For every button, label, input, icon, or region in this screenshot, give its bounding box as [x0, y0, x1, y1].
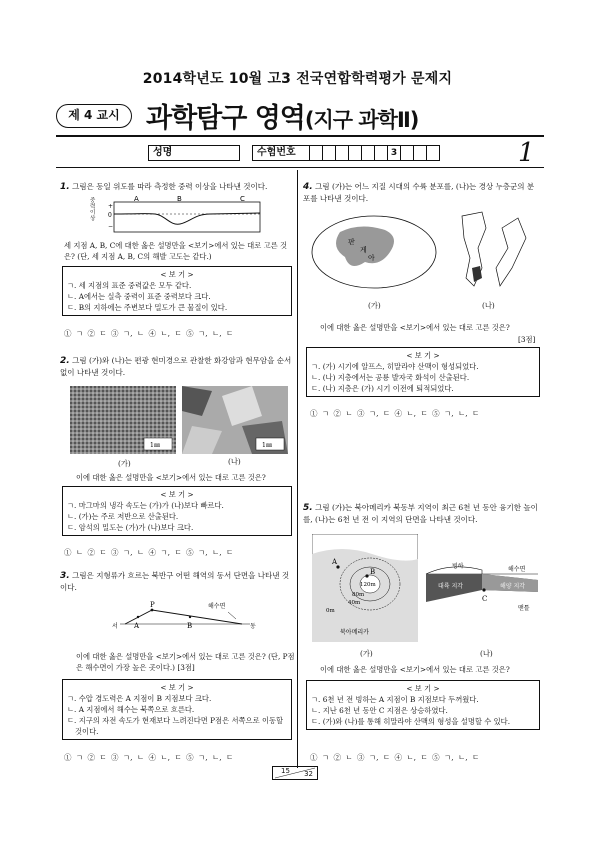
q1-ylabel: 중력 이상: [90, 198, 96, 222]
q1-plus: +: [108, 203, 114, 210]
q5-cross-section: [422, 560, 538, 624]
q2-caption-b: (나): [228, 457, 241, 466]
exam-no-cell[interactable]: [310, 145, 323, 161]
q1-bogi-box: [62, 266, 292, 316]
q3-stem: [60, 570, 292, 594]
q4-label-pan: 판: [348, 238, 355, 246]
q3-label-west: 서: [112, 623, 118, 630]
q5-label-0: 0m: [326, 608, 335, 614]
exam-no-cell[interactable]: [414, 145, 427, 161]
q1-label-a: A: [134, 196, 139, 203]
q5-caption-a: (가): [360, 649, 373, 658]
q1-minus: −: [108, 223, 114, 230]
header-rule: [56, 135, 544, 137]
q4-item-3: ㄷ. (나) 지층은 (가) 시기 이전에 퇴적되었다.: [311, 384, 454, 393]
exam-no-cell[interactable]: 3: [388, 145, 401, 161]
exam-no-cell[interactable]: [427, 145, 440, 161]
q5-question: 이에 대한 옳은 설명만을 <보기>에서 있는 대로 고른 것은?: [320, 665, 510, 674]
exam-no-label: 수험번호: [257, 147, 296, 158]
q1-gravity-figure: [100, 196, 265, 236]
q1-item-3: ㄷ. B의 지하에는 주변보다 밀도가 큰 물질이 있다.: [67, 303, 228, 312]
q4-korea-map: [452, 208, 532, 296]
subject-paren: (지구 과학Ⅱ): [304, 108, 419, 132]
exam-title: 2014학년도 10월 고3 전국연합학력평가 문제지: [142, 71, 453, 87]
q5-label-c: C: [482, 595, 488, 603]
exam-no-cell[interactable]: [349, 145, 362, 161]
q2-caption-a: (가): [118, 459, 131, 468]
header-rule-2: [56, 167, 544, 168]
q5-label-a: A: [332, 558, 338, 566]
q5-label-120: 120m: [360, 582, 376, 588]
q4-points: [3점]: [518, 335, 536, 344]
q3-item-3: ㄷ. 지구의 자전 속도가 현재보다 느려진다면 P점은 서쪽으로 이동할 것이다.: [67, 716, 284, 736]
exam-no-label-box: [252, 145, 310, 161]
q5-label-ocean: 해양 지각: [500, 583, 526, 590]
q1-item-1: ㄱ. 세 지점의 표준 중력값은 모두 같다.: [67, 281, 192, 290]
q4-question: 이에 대한 옳은 설명만을 <보기>에서 있는 대로 고른 것은?: [320, 323, 510, 332]
q4-text: 그림 (가)는 어느 지질 시대의 수륙 분포를, (나)는 경상 누층군의 분포를 나타낸 것이다.: [303, 182, 535, 203]
exam-no-cell[interactable]: [336, 145, 349, 161]
q2-number: 2.: [60, 356, 70, 366]
q1-label-b: B: [177, 196, 182, 203]
column-divider: [297, 170, 298, 768]
q3-label-a: A: [134, 622, 140, 630]
page-number: 1: [518, 138, 535, 168]
subject-title: [146, 96, 418, 135]
exam-no-cell[interactable]: [401, 145, 414, 161]
q4-item-2: ㄴ. (나) 지층에서는 공룡 발자국 화석이 산출된다.: [311, 373, 470, 382]
q1-text: 그림은 동일 위도를 따라 측정한 중력 이상을 나타낸 것이다.: [72, 182, 268, 191]
q5-label-80: 80m: [352, 592, 365, 598]
q3-label-east: 동: [250, 623, 256, 630]
q3-item-2: ㄴ. A 지점에서 해수는 북쪽으로 흐른다.: [67, 705, 195, 714]
exam-no-cell[interactable]: [323, 145, 336, 161]
q2-item-3: ㄷ. 암석의 밀도는 (가)가 (나)보다 크다.: [67, 523, 194, 532]
q4-number: 4.: [303, 182, 313, 192]
q4-stem: [303, 181, 539, 205]
name-field[interactable]: [148, 145, 240, 161]
q2-item-1: ㄱ. 마그마의 냉각 속도는 (가)가 (나)보다 빠르다.: [67, 501, 224, 510]
q3-item-1: ㄱ. 수압 경도력은 A 지점이 B 지점보다 크다.: [67, 694, 212, 703]
page-counter-bottom: 32: [304, 770, 313, 778]
page-counter-top: 15: [281, 767, 290, 775]
q5-label-b: B: [370, 568, 376, 576]
q2-item-2: ㄴ. (가)는 주로 저반으로 산출된다.: [67, 512, 179, 521]
q3-label-sea: 해수면: [208, 603, 226, 610]
q5-text: 그림 (가)는 북아메리카 북동부 지역이 최근 6천 년 동안 융기한 높이를, (나)는 6천 년 전 이 지역의 단면을 나타낸 것이다.: [303, 503, 538, 524]
q3-bogi-title: < 보 기 >: [160, 683, 194, 692]
q2-text: 그림 (가)와 (나)는 편광 현미경으로 관찰한 화강암과 현무암을 순서 없이 나타낸 것이다.: [60, 356, 292, 377]
q3-question: 이에 대한 옳은 설명만을 <보기>에서 있는 대로 고른 것은? (단, P점은 해수면이 가장 높은 곳이다.) [3점]: [76, 652, 295, 672]
q5-label-continent: 북아메리카: [340, 629, 369, 636]
q3-label-b: B: [187, 622, 193, 630]
q4-label-ge: 게: [360, 246, 367, 254]
q4-label-a: 아: [368, 254, 375, 262]
q3-bogi-box: [62, 679, 292, 740]
q1-label-c: C: [240, 196, 245, 203]
exam-no-cell[interactable]: [375, 145, 388, 161]
q5-number: 5.: [303, 503, 313, 513]
q3-text: 그림은 지형류가 흐르는 북반구 어떤 해역의 동서 단면을 나타낸 것이다.: [60, 571, 290, 592]
q5-label-mantle: 맨틀: [518, 605, 530, 612]
q5-item-2: ㄴ. 지난 6천 년 동안 C 지점은 상승하였다.: [311, 706, 448, 715]
subject-main: 과학탐구 영역: [146, 103, 305, 134]
q5-uplift-map: [312, 534, 418, 642]
q1-zero: 0: [108, 212, 112, 219]
q2-choices[interactable]: ① ㄴ ② ㄷ ③ ㄱ, ㄴ ④ ㄱ, ㄷ ⑤ ㄱ, ㄴ, ㄷ: [64, 548, 234, 557]
q5-label-40: 40m: [348, 600, 361, 606]
q4-choices[interactable]: ① ㄱ ② ㄴ ③ ㄱ, ㄷ ④ ㄴ, ㄷ ⑤ ㄱ, ㄴ, ㄷ: [310, 409, 480, 418]
q2-stem: [60, 355, 292, 379]
q2-photo-b: [182, 386, 288, 454]
q3-number: 3.: [60, 571, 70, 581]
q5-bogi-box: [306, 680, 540, 730]
q1-bogi-title: < 보 기 >: [160, 270, 194, 279]
q4-world-map: [310, 212, 438, 292]
page-counter: [272, 766, 318, 780]
q5-item-1: ㄱ. 6천 년 전 빙하는 A 지점이 B 지점보다 두꺼웠다.: [311, 695, 479, 704]
q4-bogi-title: < 보 기 >: [406, 351, 440, 360]
q1-stem: [60, 181, 290, 193]
q2-question: 이에 대한 옳은 설명만을 <보기>에서 있는 대로 고른 것은?: [76, 473, 266, 482]
q5-caption-b: (나): [480, 649, 493, 658]
q1-question: 세 지점 A, B, C에 대한 옳은 설명만을 <보기>에서 있는 대로 고른 것은? (단, 세 지점 A, B, C의 해발 고도는 같다.): [64, 241, 288, 261]
q3-section-figure: [110, 598, 260, 632]
q4-bogi-box: [306, 347, 540, 397]
q2-scale-b: 1㎜: [262, 442, 272, 449]
q1-item-2: ㄴ. A에서는 실측 중력이 표준 중력보다 크다.: [67, 292, 211, 301]
q2-bogi-title: < 보 기 >: [160, 490, 194, 499]
q5-item-3: ㄷ. (가)와 (나)를 통해 히말라야 산맥의 형성을 설명할 수 있다.: [311, 717, 511, 726]
exam-no-cell[interactable]: [362, 145, 375, 161]
q4-caption-b: (나): [482, 301, 495, 310]
q5-label-sea: 해수면: [508, 566, 526, 573]
q3-label-p: P: [150, 601, 155, 609]
q5-label-ice: 빙하: [452, 563, 464, 570]
q3-choices[interactable]: ① ㄱ ② ㄷ ③ ㄱ, ㄴ ④ ㄴ, ㄷ ⑤ ㄱ, ㄴ, ㄷ: [64, 753, 234, 762]
name-label: 성명: [153, 147, 173, 158]
q4-caption-a: (가): [368, 301, 381, 310]
q5-stem: [303, 502, 539, 526]
q2-scale-a: 1㎜: [150, 442, 160, 449]
q2-photo-a: [70, 386, 176, 454]
q4-item-1: ㄱ. (가) 시기에 알프스, 히말라야 산맥이 형성되었다.: [311, 362, 479, 371]
q1-number: 1.: [60, 182, 70, 192]
q2-bogi-box: [62, 486, 292, 536]
q5-label-crust: 대륙 지각: [438, 583, 464, 590]
session-badge: 제 4 교시: [56, 104, 132, 128]
q5-choices[interactable]: ① ㄱ ② ㄴ ③ ㄱ, ㄷ ④ ㄴ, ㄷ ⑤ ㄱ, ㄴ, ㄷ: [310, 753, 480, 762]
q5-bogi-title: < 보 기 >: [406, 684, 440, 693]
q1-choices[interactable]: ① ㄱ ② ㄷ ③ ㄱ, ㄴ ④ ㄴ, ㄷ ⑤ ㄱ, ㄴ, ㄷ: [64, 329, 234, 338]
